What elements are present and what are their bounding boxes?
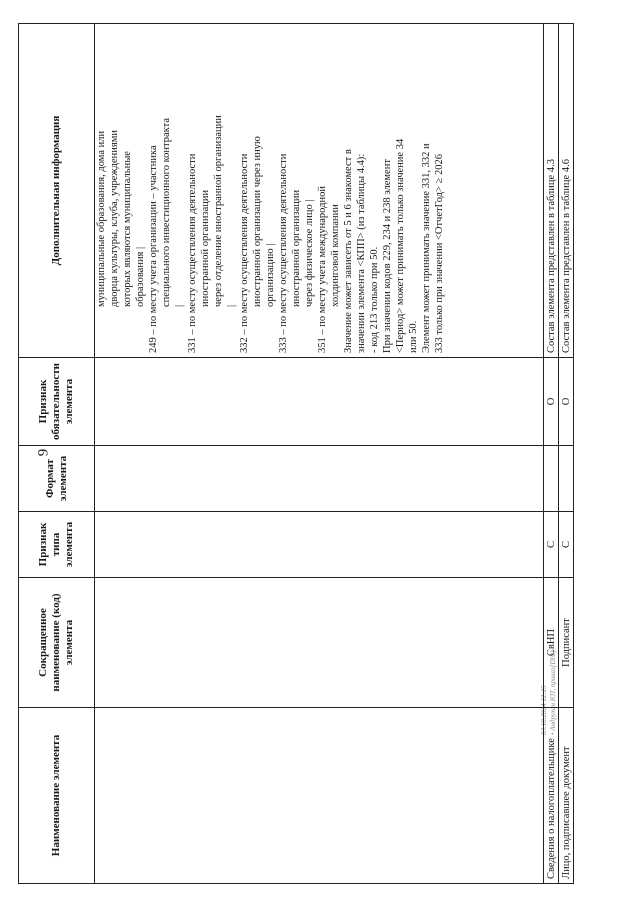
info-line: через физическое лицо | [304,199,315,307]
info-line: 249 – по месту учета организации – участника [148,145,159,353]
cell-element-type: С [559,512,574,578]
info-line: 351 – по месту учета международной [317,186,328,353]
cell-continuation-info [95,24,544,358]
stamp-line-2: • Андрухин ЮТ, приказ[Dlst] [549,650,557,735]
cell-empty [95,446,544,512]
info-line: - код 213 только при 50. [369,246,380,353]
header-element-code: Сокращенное наименование (код) элемента [19,578,95,708]
info-line: дворца культуры, клуба, учреждениями [109,130,120,307]
info-line: которых являются муниципальные [122,151,133,307]
info-line: иностранной организации [200,189,211,307]
info-line: иностранной организации через иную [252,136,263,307]
rotated-table-wrapper [18,24,572,884]
info-line: холдинговой компании [330,204,341,307]
cell-element-format [544,446,559,512]
table-row-continuation [95,24,544,884]
header-element-required: Признак обязательности элемента [19,358,95,446]
info-line: образования | [135,246,146,307]
cell-empty [95,358,544,446]
header-element-type: Признак типа элемента [19,512,95,578]
table-header-row [19,24,95,884]
cell-element-code: СвНП [544,578,559,708]
elements-table [18,23,574,884]
cell-element-format [559,446,574,512]
cell-empty [95,708,544,884]
info-line: При значении кодов 229, 234 и 238 элемент [382,159,393,353]
info-line: муниципальные образования, дома или [96,130,107,307]
info-line: 333 только при значении <ОтчетГод> ≥ 2026 [434,154,445,353]
cell-empty [95,512,544,578]
info-line: | [226,304,237,307]
header-additional-info: Дополнительная информация [19,24,95,358]
info-line: организацию | [265,243,276,307]
cell-element-code: Подписант [559,578,574,708]
header-element-name: Наименование элемента [19,708,95,884]
info-line: Элемент может принимать значение 331, 332 и [421,143,432,353]
cell-element-name: Сведения о налогоплательщике [544,708,559,884]
cell-empty [95,578,544,708]
cell-element-type: С [544,512,559,578]
info-line: Значение может зависеть от 5 и 6 знакомест в [343,149,354,353]
cell-additional-info: Состав элемента представлен в таблице 4.6 [559,24,574,358]
cell-element-required: О [544,358,559,446]
table-row [544,24,559,884]
page-number: 9 [35,448,52,457]
info-line: значении элемента <КПП> (из таблицы 4.4): [356,153,367,353]
table-row [559,24,574,884]
info-line: 331 – по месту осуществления деятельности [187,153,198,353]
cell-element-required: О [559,358,574,446]
info-line: | [174,304,185,307]
stamp-line-1: 03.10.2024 12:25 [540,685,548,735]
info-line: <Период> может принимать только значение 34 [395,138,406,353]
cell-additional-info: Состав элемента представлен в таблице 4.3 [544,24,559,358]
info-line: через отделение иностранной организации [213,115,224,307]
info-line: 333 – по месту осуществления деятельности [278,153,289,353]
info-line: или 50. [408,320,419,353]
info-line: специального инвестиционного контракта [161,118,172,307]
info-line: 332 – по месту осуществления деятельности [239,153,250,353]
cell-element-name: Лицо, подписавшее документ [559,708,574,884]
info-line: иностранной организации [291,189,302,307]
header-element-format: Формат элемента [19,446,95,512]
